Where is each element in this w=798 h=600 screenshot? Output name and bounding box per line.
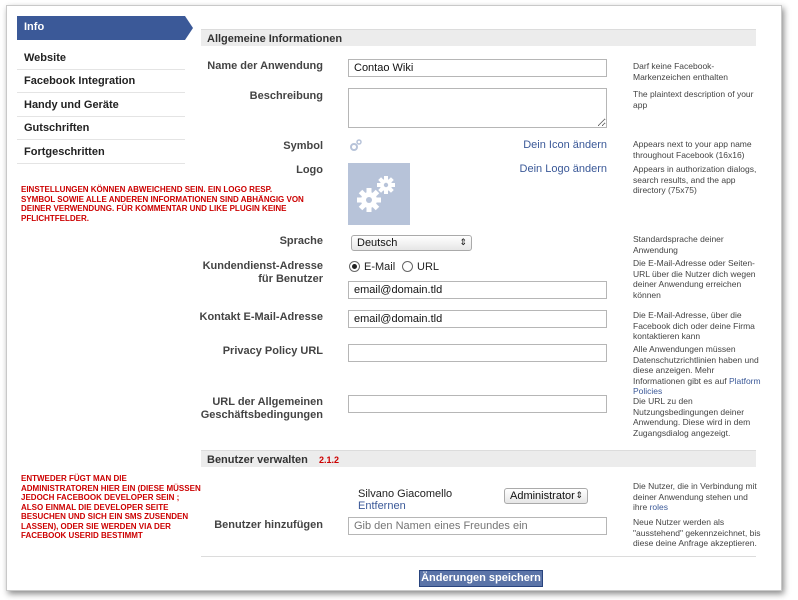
sidebar-item-advanced[interactable] xyxy=(17,141,185,164)
section-header-users xyxy=(201,450,756,467)
tos-input[interactable] xyxy=(348,395,607,413)
description-label: Beschreibung xyxy=(249,90,323,102)
support-email-radio-label: E-Mail xyxy=(364,261,396,273)
contact-email-input[interactable] xyxy=(348,310,607,328)
language-label: Sprache xyxy=(279,235,323,247)
add-user-input[interactable] xyxy=(348,517,607,535)
description-textarea[interactable] xyxy=(348,88,607,128)
logo-gears-icon xyxy=(348,163,410,225)
sidebar-item-info[interactable] xyxy=(17,16,185,40)
sidebar-item-label: Info xyxy=(24,21,45,33)
sidebar-item-label: Fortgeschritten xyxy=(24,146,105,158)
support-label: Kundendienst-Adresse für Benutzer xyxy=(202,260,323,285)
platform-policies-link[interactable]: Platform Policies xyxy=(633,375,761,396)
app-name-label: Name der Anwendung xyxy=(207,60,323,72)
sidebar-item-mobile[interactable] xyxy=(17,94,185,117)
sidebar-item-label: Gutschriften xyxy=(24,122,90,134)
support-email-input[interactable] xyxy=(348,281,607,299)
change-icon-link[interactable]: Dein Icon ändern xyxy=(523,139,607,151)
language-select-value: Deutsch xyxy=(357,237,398,249)
version-badge: 2.1.2 xyxy=(318,455,339,465)
symbol-gear-icon xyxy=(349,138,363,152)
user-name: Silvano Giacomello xyxy=(358,488,453,500)
support-help: Die E-Mail-Adresse oder Seiten-URL über die Nutzer dich wegen deiner Anwendung erreichen können xyxy=(633,258,756,300)
sidebar-item-facebook-integration[interactable] xyxy=(17,70,185,93)
change-logo-link[interactable]: Dein Logo ändern xyxy=(519,163,607,175)
sidebar-item-credits[interactable] xyxy=(17,117,185,140)
tos-help: Die URL zu den Nutzungsbedingungen deiner Anwendung. Diese wird in dem Zugangsdialog angezeigt. xyxy=(633,396,751,438)
add-user-label: Benutzer hinzufügen xyxy=(214,519,323,531)
app-name-input[interactable] xyxy=(348,59,607,77)
sidebar-item-label: Website xyxy=(24,52,66,64)
privacy-policy-label: Privacy Policy URL xyxy=(222,345,323,357)
privacy-policy-help xyxy=(633,344,761,397)
symbol-help: Appears next to your app name throughout Facebook (16x16) xyxy=(633,139,752,160)
sidebar-item-label: Handy und Geräte xyxy=(24,99,119,111)
role-select-value: Administrator xyxy=(510,490,575,502)
logo-help: Appears in authorization dialogs, search results, and the app directory (75x75) xyxy=(633,164,757,195)
annotation-admins-note: ENTWEDER FÜGT MAN DIE ADMINISTRATOREN HIER EIN (DIESE MÜSSEN JEDOCH FACEBOOK DEVELOPER SEIN ; ALSO EINMAL DIE DEVELOPER SEITE BESUCHEN UND SICH EIN SMS ZUSENDEN LASSEN), ODER SIE WERDEN VIA DER FACEBOOK USERID BESTIMMT xyxy=(21,474,201,540)
save-changes-button[interactable]: Änderungen speichern xyxy=(419,570,543,587)
support-url-radio-label: URL xyxy=(417,261,440,273)
remove-user-link[interactable]: Entfernen xyxy=(358,500,406,512)
select-arrows-icon: ⇕ xyxy=(575,490,583,500)
section-header-general: Allgemeine Informationen xyxy=(201,29,756,46)
contact-email-label: Kontakt E-Mail-Adresse xyxy=(199,311,323,323)
users-header-text: Benutzer verwalten xyxy=(207,454,308,466)
description-help: The plaintext description of your app xyxy=(633,89,754,110)
divider xyxy=(201,556,756,557)
annotation-settings-note: EINSTELLUNGEN KÖNNEN ABWEICHEND SEIN. EIN LOGO RESP. SYMBOL SOWIE ALLE ANDEREN INFORMATIONEN SIND ABHÄNGIG VON DEINER VERWENDUNG. FÜR KOMMENTAR UND LIKE PLUGIN KEINE PFLICHTFELDER. xyxy=(21,185,304,223)
sidebar-item-label: Facebook Integration xyxy=(24,75,136,87)
language-help: Standardsprache deiner Anwendung xyxy=(633,234,724,255)
privacy-help-text: Alle Anwendungen müssen Datenschutzrichtlinien haben und diese anzeigen. Mehr Informationen gibt es auf xyxy=(633,344,759,386)
language-select[interactable] xyxy=(351,235,472,251)
role-select[interactable] xyxy=(504,488,588,504)
active-arrow-icon xyxy=(185,16,193,40)
logo-label: Logo xyxy=(296,164,323,176)
tos-label: URL der Allgemeinen Geschäftsbedingungen xyxy=(200,396,323,421)
roles-link[interactable]: roles xyxy=(649,502,668,512)
select-arrows-icon: ⇕ xyxy=(459,237,467,247)
add-user-help: Neue Nutzer werden als "ausstehend" gekennzeichnet, bis diese deine Anfrage akzeptieren. xyxy=(633,517,761,548)
app-name-help: Darf keine Facebook-Markenzeichen enthalten xyxy=(633,61,728,82)
privacy-policy-input[interactable] xyxy=(348,344,607,362)
symbol-label: Symbol xyxy=(283,140,323,152)
support-url-radio[interactable] xyxy=(402,261,413,272)
roles-help-text: Die Nutzer, die in Verbindung mit deiner Anwendung stehen und ihre xyxy=(633,481,757,512)
roles-help xyxy=(633,481,761,513)
contact-email-help: Die E-Mail-Adresse, über die Facebook dich oder deine Firma kontaktieren kann xyxy=(633,310,755,341)
support-email-radio[interactable] xyxy=(349,261,360,272)
sidebar-item-website[interactable] xyxy=(17,47,185,70)
